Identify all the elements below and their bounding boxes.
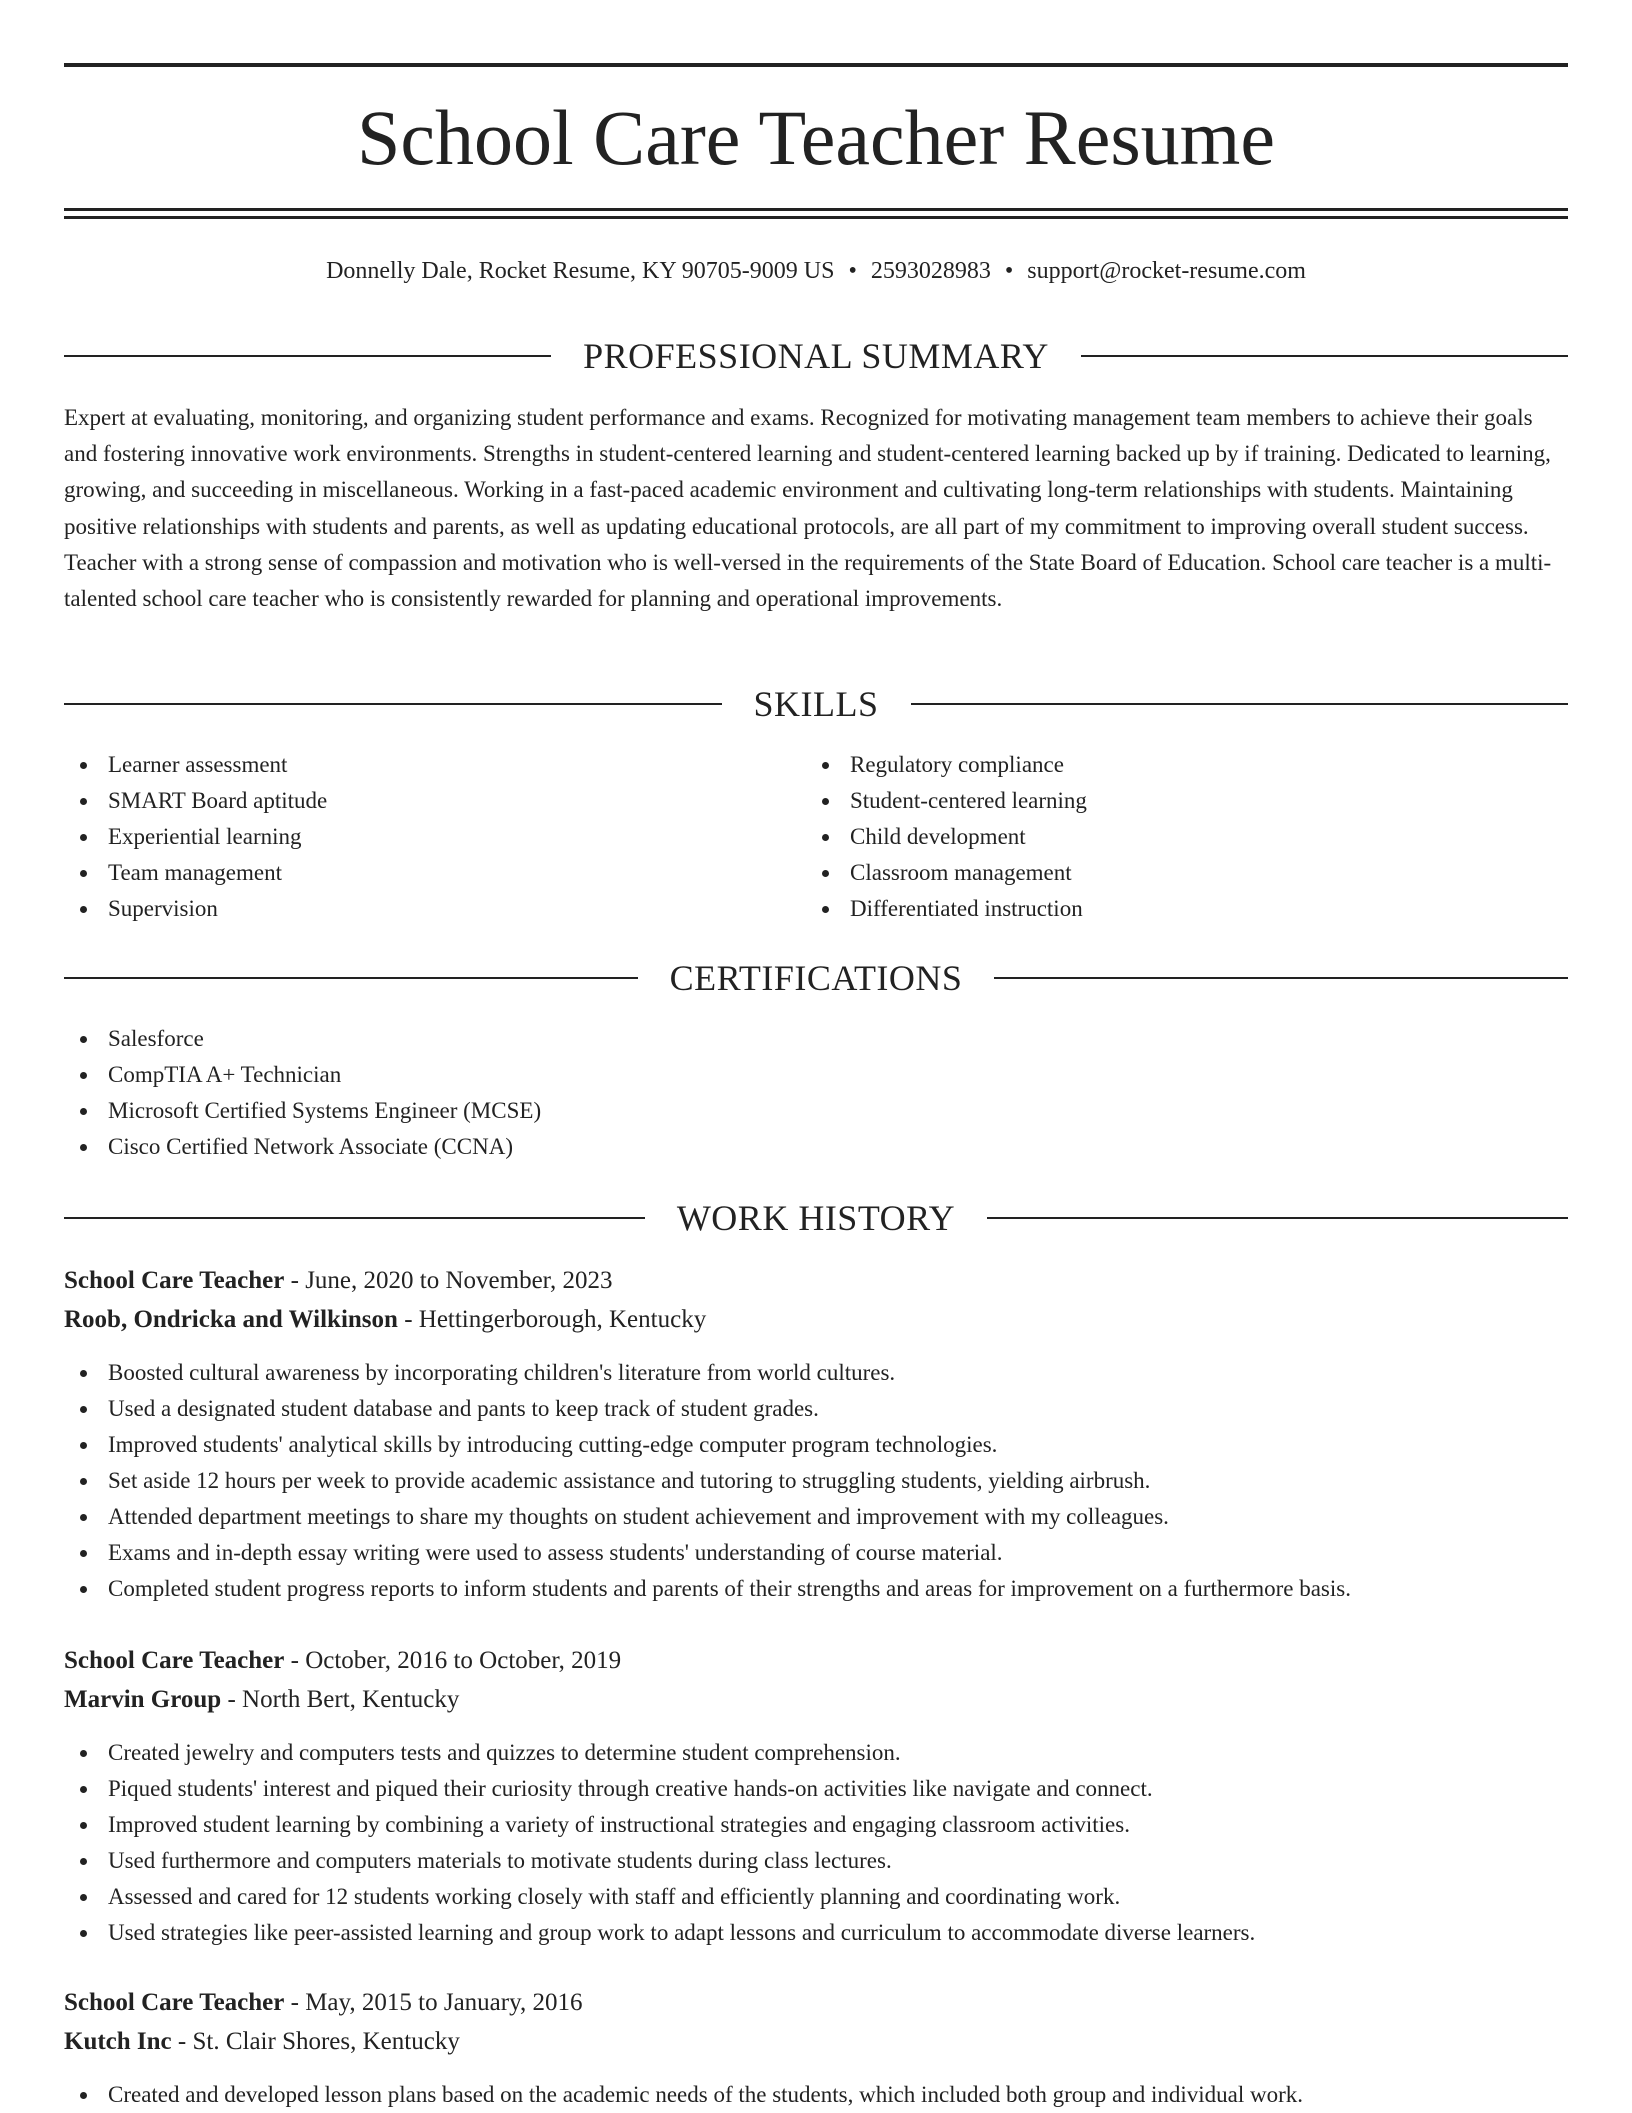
duty-item: Used strategies like peer-assisted learning and group work to adapt lessons and curriculum to accommodate diverse learners. [64,1915,1568,1951]
duty-item: Created jewelry and computers tests and quizzes to determine student comprehension. [64,1735,1568,1771]
skill-item: Differentiated instruction [806,891,1506,927]
skill-item: Regulatory compliance [806,747,1506,783]
duty-item: Piqued students' interest and piqued their curiosity through creative hands-on activities like navigate and connect. [64,1771,1568,1807]
heading-rule-right [911,703,1569,705]
skills-heading-label: SKILLS [753,684,879,724]
job-company: Marvin Group [64,1686,222,1713]
certifications-list [64,1021,1568,1165]
job-company-line [64,1302,1568,1338]
job-location: - Hettingerborough, Kentucky [397,1306,707,1333]
skills-heading [64,684,1568,724]
duty-item: Used a designated student database and pants to keep track of student grades. [64,1391,1568,1427]
work-history-heading [64,1198,1568,1238]
resume-title: School Care Teacher Resume [357,94,1275,181]
job-role: School Care Teacher [64,1647,285,1674]
certification-item: Salesforce [64,1021,1568,1057]
job-location: - St. Clair Shores, Kentucky [171,2028,460,2055]
skills-list-right [806,747,1506,927]
duty-item: Used furthermore and computers materials to motivate students during class lectures. [64,1843,1568,1879]
job-dates: - June, 2020 to November, 2023 [284,1267,613,1294]
summary-text: Expert at evaluating, monitoring, and organizing student performance and exams. Recognized for motivating management team members to achieve their goals and fostering innovative work environments. Strengths in student-centered learning and student-centered learning backed up by if training. Dedicated to learning, growing, and succeeding in miscellaneous. Working in a fast-paced academic environment and cultivating long-term relationships with students. Maintaining positive relationships with students and parents, as well as updating educational protocols, are all part of my commitment to improving overall student success. Teacher with a strong sense of compassion and motivation who is well-versed in the requirements of the State Board of Education. School care teacher is a multi-talented school care teacher who is consistently rewarded for planning and operational improvements. [64,405,1552,612]
heading-rule-left [64,1217,645,1219]
job-location: - North Bert, Kentucky [221,1686,460,1713]
job-company: Kutch Inc [64,2028,172,2055]
job-role: School Care Teacher [64,1989,285,2016]
duty-item: Created and developed lesson plans based on the academic needs of the students, which included both group and individual work. [64,2077,1568,2113]
heading-rule-left [64,977,638,979]
heading-rule-right [987,1217,1568,1219]
header-top-rule [64,63,1568,67]
job-duties-list [64,1735,1568,1951]
duty-item: Boosted cultural awareness by incorporating children's literature from world cultures. [64,1355,1568,1391]
duty-item: Exams and in-depth essay writing were used to assess students' understanding of course material. [64,1535,1568,1571]
skill-item: Classroom management [806,855,1506,891]
contact-phone: 2593028983 [870,258,991,284]
heading-rule-right [994,977,1568,979]
certifications-heading [64,958,1568,998]
duty-item: Improved student learning by combining a variety of instructional strategies and engaging classroom activities. [64,1807,1568,1843]
job-duties-list [64,2077,1568,2113]
summary-heading [64,336,1568,376]
header-double-rule-upper [64,208,1568,211]
job-dates: - October, 2016 to October, 2019 [284,1647,622,1674]
skill-item: Experiential learning [64,819,764,855]
certification-item: Microsoft Certified Systems Engineer (MCSE) [64,1093,1568,1129]
work-history-heading-label: WORK HISTORY [676,1198,956,1238]
header-double-rule-lower [64,216,1568,219]
job-dates: - May, 2015 to January, 2016 [284,1989,583,2016]
skill-item: SMART Board aptitude [64,783,764,819]
job-title-line [64,1985,1568,2021]
job-company: Roob, Ondricka and Wilkinson [64,1306,398,1333]
job-duties-list [64,1355,1568,1607]
job-title-line [64,1263,1568,1299]
duty-item: Set aside 12 hours per week to provide academic assistance and tutoring to struggling students, yielding airbrush. [64,1463,1568,1499]
certification-item: Cisco Certified Network Associate (CCNA) [64,1129,1568,1165]
skills-list-left [64,747,764,927]
duty-item: Completed student progress reports to inform students and parents of their strengths and areas for improvement on a furthermore basis. [64,1571,1568,1607]
job-company-line [64,1682,1568,1718]
skill-item: Learner assessment [64,747,764,783]
contact-address: Donnelly Dale, Rocket Resume, KY 90705-9009 US [326,258,835,284]
skill-item: Student-centered learning [806,783,1506,819]
skill-item: Child development [806,819,1506,855]
heading-rule-left [64,355,551,357]
job-company-line [64,2024,1568,2060]
duty-item: Assessed and cared for 12 students working closely with staff and efficiently planning and coordinating work. [64,1879,1568,1915]
certification-item: CompTIA A+ Technician [64,1057,1568,1093]
contact-separator: • [848,258,857,284]
job-title-line [64,1643,1568,1679]
contact-email: support@rocket-resume.com [1027,258,1306,284]
heading-rule-right [1081,355,1568,357]
contact-separator: • [1004,258,1014,284]
summary-heading-label: PROFESSIONAL SUMMARY [583,336,1049,376]
certifications-heading-label: CERTIFICATIONS [669,958,963,998]
skill-item: Team management [64,855,764,891]
duty-item: Improved students' analytical skills by introducing cutting-edge computer program technologies. [64,1427,1568,1463]
heading-rule-left [64,703,722,705]
job-role: School Care Teacher [64,1267,285,1294]
skill-item: Supervision [64,891,764,927]
contact-line [64,255,1568,287]
duty-item: Attended department meetings to share my thoughts on student achievement and improvement with my colleagues. [64,1499,1568,1535]
